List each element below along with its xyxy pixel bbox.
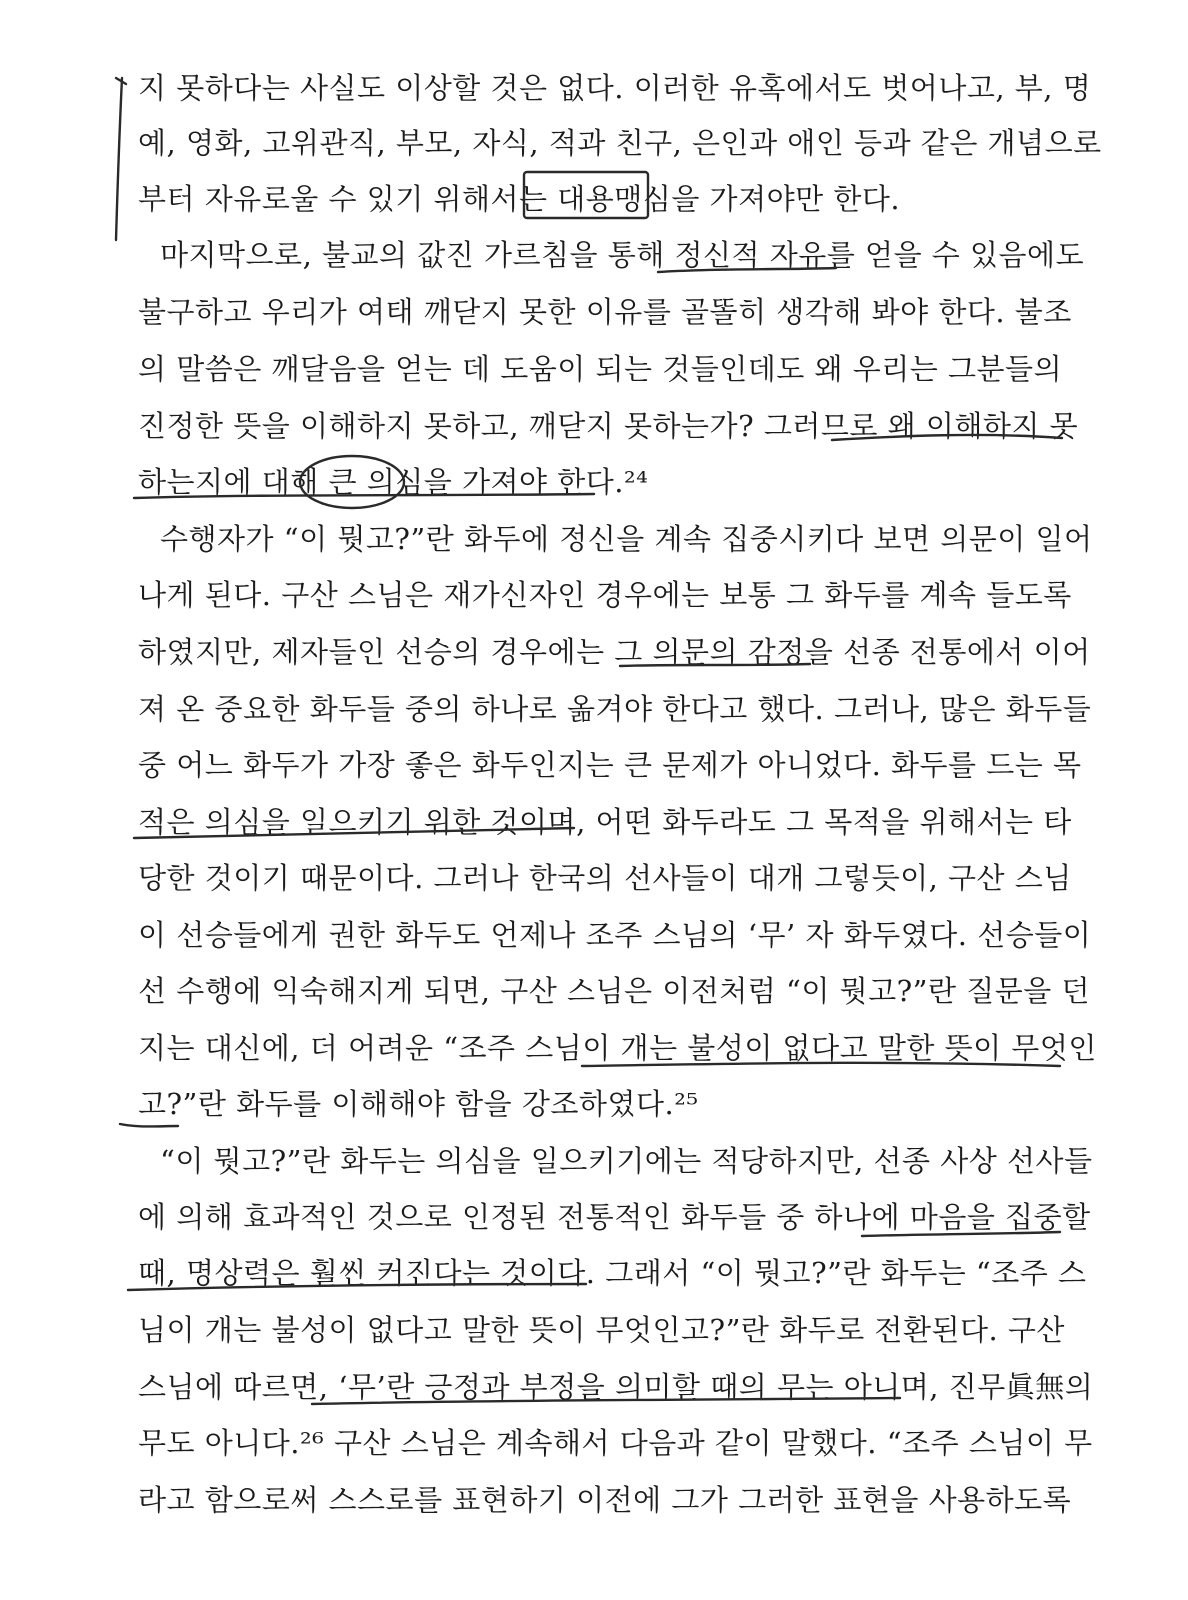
text-line: 님이 개는 불성이 없다고 말한 뜻이 무엇인고?”란 화두로 전환된다. 구산	[138, 1313, 1065, 1347]
text-line: 마지막으로, 불교의 값진 가르침을 통해 정신적 자유를 얻을 수 있음에도	[160, 238, 1085, 272]
text-line: 선 수행에 익숙해지게 되면, 구산 스님은 이전처럼 “이 뭣고?”란 질문을 던	[138, 974, 1090, 1008]
text-line: 때, 명상력은 훨씬 커진다는 것이다. 그래서 “이 뭣고?”란 화두는 “조주 스	[138, 1256, 1087, 1290]
text-line: 지 못하다는 사실도 이상할 것은 없다. 이러한 유혹에서도 벗어나고, 부, 명	[138, 71, 1092, 105]
text-line: 져 온 중요한 화두들 중의 하나로 옮겨야 한다고 했다. 그러나, 많은 화두들	[138, 692, 1092, 726]
text-line: 의 말씀은 깨달음을 얻는 데 도움이 되는 것들인데도 왜 우리는 그분들의	[138, 352, 1063, 386]
text-line: 하는지에 대해 큰 의심을 가져야 한다.²⁴	[138, 465, 649, 499]
text-line: 중 어느 화두가 가장 좋은 화두인지는 큰 문제가 아니었다. 화두를 드는 목	[138, 748, 1082, 782]
text-line: 당한 것이기 때문이다. 그러나 한국의 선사들이 대개 그렇듯이, 구산 스님	[138, 861, 1072, 895]
text-line: 하였지만, 제자들인 선승의 경우에는 그 의문의 감정을 선종 전통에서 이어	[138, 635, 1091, 669]
text-line: “이 뭣고?”란 화두는 의심을 일으키기에는 적당하지만, 선종 사상 선사들	[160, 1144, 1093, 1178]
text-line: 부터 자유로울 수 있기 위해서는 대용맹심을 가져야만 한다.	[138, 182, 901, 216]
text-line: 고?”란 화두를 이해해야 함을 강조하였다.²⁵	[138, 1087, 699, 1121]
text-line: 스님에 따르면, ‘무’란 긍정과 부정을 의미할 때의 무는 아니며, 진무眞無의	[138, 1370, 1094, 1404]
text-line: 불구하고 우리가 여태 깨닫지 못한 이유를 골똘히 생각해 봐야 한다. 불조	[138, 295, 1072, 329]
text-line: 지는 대신에, 더 어려운 “조주 스님이 개는 불성이 없다고 말한 뜻이 무엇인	[138, 1031, 1097, 1065]
text-line: 예, 영화, 고위관직, 부모, 자식, 적과 친구, 은인과 애인 등과 같은 개념으로	[138, 126, 1102, 160]
text-line: 수행자가 “이 뭣고?”란 화두에 정신을 계속 집중시키다 보면 의문이 일어	[160, 522, 1093, 556]
text-line: 무도 아니다.²⁶ 구산 스님은 계속해서 다음과 같이 말했다. “조주 스님이 무	[138, 1426, 1093, 1460]
text-line: 적은 의심을 일으키기 위한 것이며, 어떤 화두라도 그 목적을 위해서는 타	[138, 805, 1072, 839]
text-line: 나게 된다. 구산 스님은 재가신자인 경우에는 보통 그 화두를 계속 들도록	[138, 578, 1072, 612]
text-line: 라고 함으로써 스스로를 표현하기 이전에 그가 그러한 표현을 사용하도록	[138, 1483, 1072, 1517]
text-line: 에 의해 효과적인 것으로 인정된 전통적인 화두들 중 하나에 마음을 집중할	[138, 1200, 1091, 1234]
text-line: 진정한 뜻을 이해하지 못하고, 깨닫지 못하는가? 그러므로 왜 이해하지 못	[138, 409, 1079, 443]
text-line: 이 선승들에게 권한 화두도 언제나 조주 스님의 ‘무’ 자 화두였다. 선승들이	[138, 918, 1092, 952]
